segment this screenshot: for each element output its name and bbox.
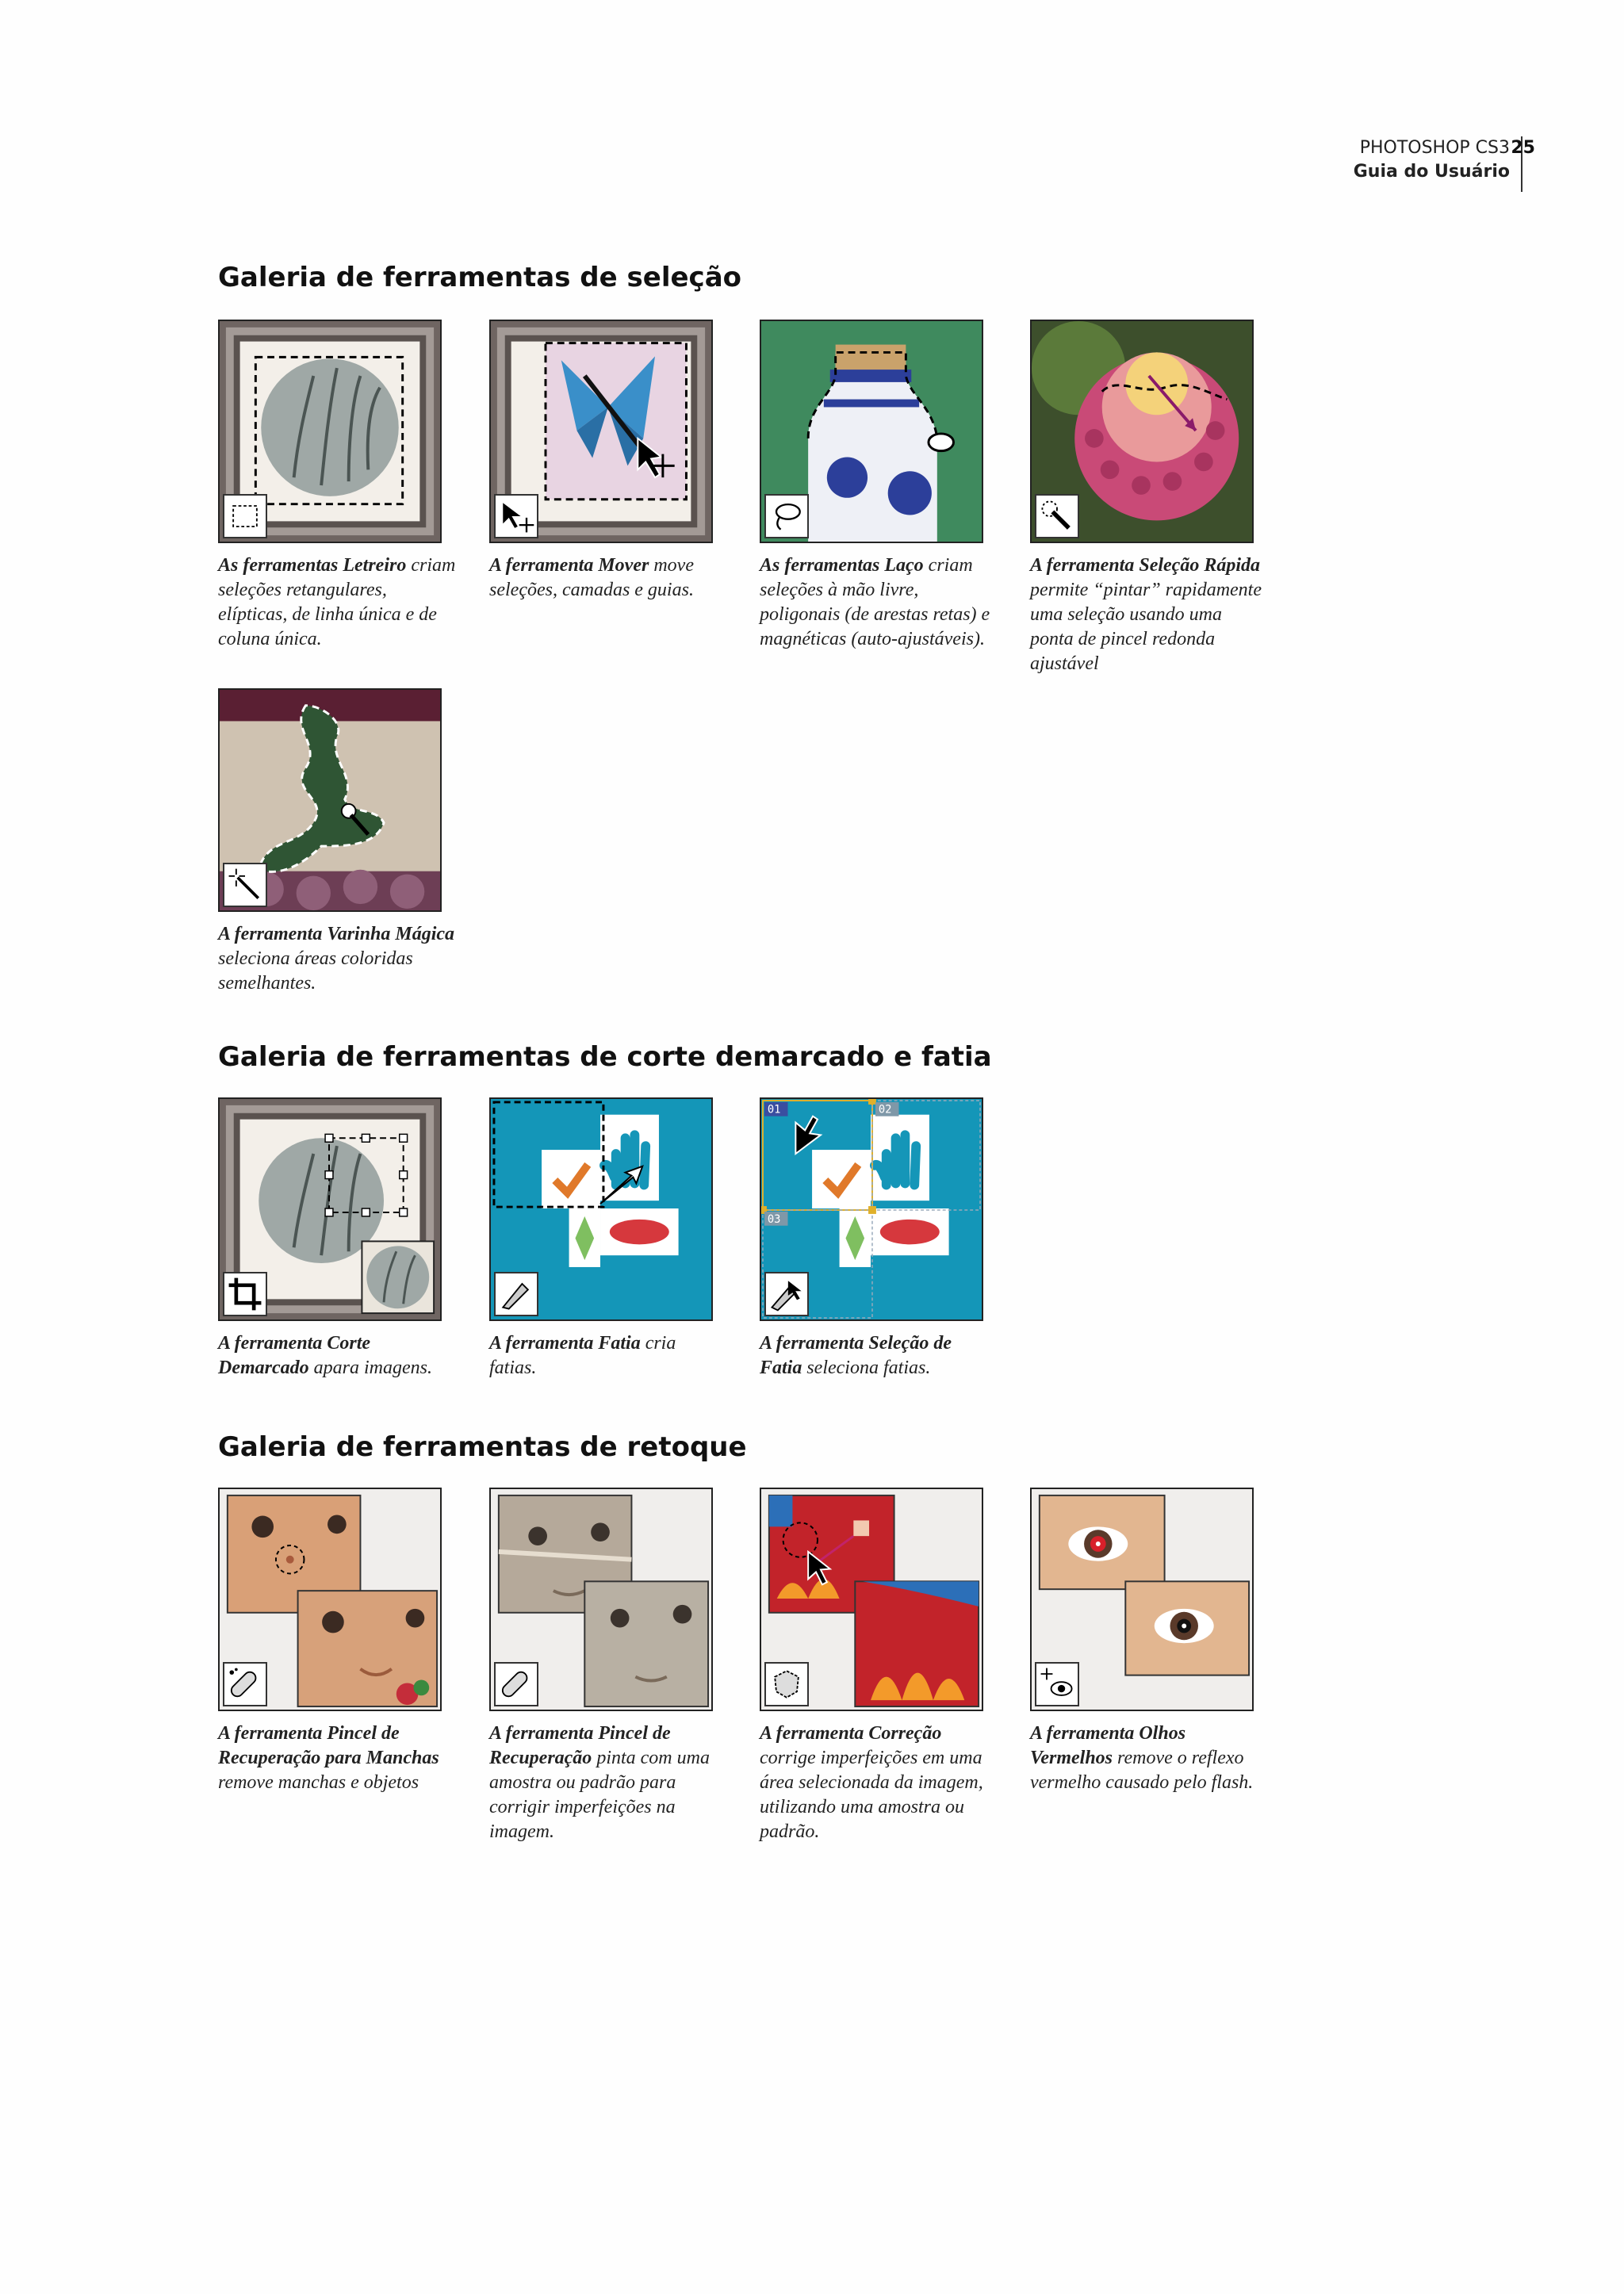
caption-text: seleciona áreas coloridas semelhantes.	[218, 948, 413, 994]
header-product: PHOTOSHOP CS3	[1359, 138, 1510, 158]
caption-bold: A ferramenta Pincel de Recuperação para Manchas	[218, 1723, 439, 1768]
slice-label-02: 02	[878, 1103, 892, 1116]
caption-magic-wand	[218, 922, 456, 996]
section-title-corte: Galeria de ferramentas de corte demarcado e fatia	[218, 1041, 992, 1073]
caption-text: cria fatias.	[489, 1333, 676, 1378]
slice-example-image	[489, 1097, 713, 1321]
caption-text: criam seleções à mão livre, poligonais (de arestas retas) e magnéticas (auto-ajustáveis).	[760, 555, 990, 649]
caption-text: apara imagens.	[308, 1358, 432, 1378]
caption-bold: As ferramentas Laço	[760, 555, 924, 576]
caption-text: criam seleções retangulares, elípticas, de linha única e de coluna única.	[218, 555, 456, 649]
caption-bold: A ferramenta Fatia	[489, 1333, 641, 1354]
caption-text: corrige imperfeições em uma área selecionada da imagem, utilizando uma amostra ou padrão.	[760, 1748, 983, 1842]
caption-slice	[489, 1331, 727, 1381]
crop-example-image	[218, 1097, 442, 1321]
slice-select-example-image	[760, 1097, 983, 1321]
caption-slice-select	[760, 1331, 998, 1381]
quick-selection-icon	[1035, 494, 1079, 538]
caption-text: remove manchas e objetos	[218, 1772, 419, 1793]
red-eye-example-image	[1030, 1488, 1254, 1711]
slice-label-01: 01	[767, 1103, 781, 1116]
spot-healing-icon	[223, 1662, 267, 1706]
healing-brush-icon	[494, 1662, 538, 1706]
caption-bold: A ferramenta Olhos Vermelhos	[1030, 1723, 1186, 1768]
caption-bold: As ferramentas Letreiro	[218, 555, 407, 576]
crop-icon	[223, 1272, 267, 1316]
page-number: 25	[1511, 138, 1535, 158]
marquee-example-image	[218, 320, 442, 543]
caption-bold: A ferramenta Varinha Mágica	[218, 924, 455, 944]
caption-patch	[760, 1721, 998, 1844]
caption-spot-healing	[218, 1721, 456, 1795]
slice-icon	[494, 1272, 538, 1316]
caption-bold: A ferramenta Correção	[760, 1723, 942, 1744]
spot-healing-example-image	[218, 1488, 442, 1711]
caption-bold: A ferramenta Mover	[489, 555, 649, 576]
move-example-image	[489, 320, 713, 543]
section-title-retoque: Galeria de ferramentas de retoque	[218, 1431, 747, 1463]
caption-text: move seleções, camadas e guias.	[489, 555, 694, 600]
caption-bold: A ferramenta Seleção Rápida	[1030, 555, 1260, 576]
caption-quick-selection	[1030, 553, 1268, 676]
header-guide: Guia do Usuário	[1353, 162, 1510, 182]
patch-example-image	[760, 1488, 983, 1711]
lasso-icon	[764, 494, 809, 538]
caption-lasso	[760, 553, 998, 652]
patch-icon	[764, 1662, 809, 1706]
section-title-selecao: Galeria de ferramentas de seleção	[218, 262, 741, 293]
move-icon	[494, 494, 538, 538]
slice-select-icon	[764, 1272, 809, 1316]
running-header	[1354, 136, 1510, 184]
quick-selection-example-image	[1030, 320, 1254, 543]
caption-red-eye	[1030, 1721, 1268, 1795]
caption-text: remove o reflexo vermelho causado pelo flash.	[1030, 1748, 1254, 1793]
caption-healing-brush	[489, 1721, 727, 1844]
magic-wand-icon	[223, 863, 267, 907]
lasso-example-image	[760, 320, 983, 543]
red-eye-icon	[1035, 1662, 1079, 1706]
caption-move	[489, 553, 727, 603]
slice-label-03: 03	[767, 1212, 781, 1226]
magic-wand-example-image	[218, 688, 442, 912]
caption-bold: A ferramenta Pincel de Recuperação	[489, 1723, 671, 1768]
caption-bold: A ferramenta Seleção de Fatia	[760, 1333, 952, 1378]
caption-text: permite “pintar” rapidamente uma seleção usando uma ponta de pincel redonda ajustável	[1030, 580, 1262, 674]
marquee-icon	[223, 494, 267, 538]
healing-brush-example-image	[489, 1488, 713, 1711]
caption-bold: A ferramenta Corte Demarcado	[218, 1333, 371, 1378]
caption-text: seleciona fatias.	[802, 1358, 931, 1378]
caption-text: pinta com uma amostra ou padrão para corrigir imperfeições na imagem.	[489, 1748, 710, 1842]
caption-crop	[218, 1331, 456, 1381]
caption-marquee	[218, 553, 456, 652]
